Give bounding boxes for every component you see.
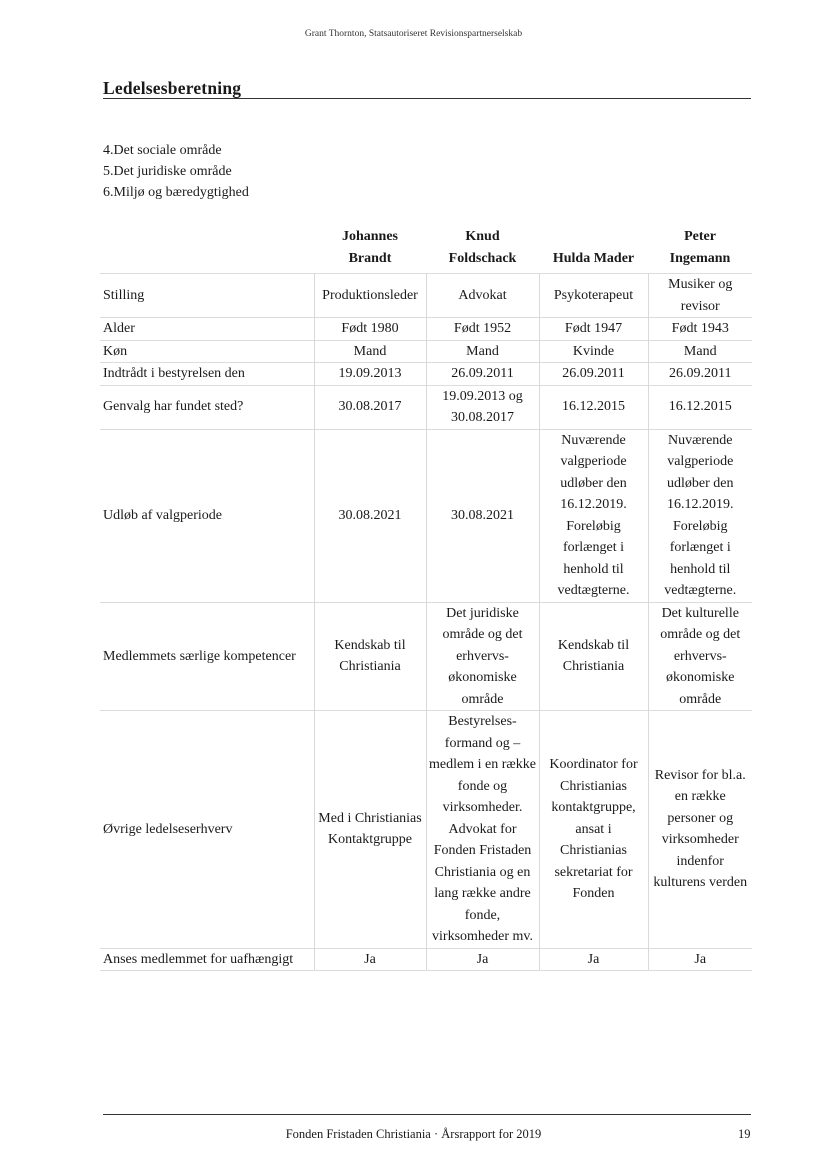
member-last-name: Brandt <box>348 250 392 266</box>
table-cell: Ja <box>426 948 539 971</box>
member-header <box>426 226 539 274</box>
table-cell: 19.09.2013 og 30.08.2017 <box>426 385 539 429</box>
table-cell: 16.12.2015 <box>539 385 648 429</box>
footer-text: Fonden Fristaden Christiania · Årsrapport for 2019 <box>285 1127 542 1141</box>
member-last-name: Ingemann <box>669 250 731 266</box>
row-label: Anses medlemmet for uafhængigt <box>100 948 314 971</box>
table-cell: Mand <box>648 340 752 363</box>
table-row <box>100 274 752 318</box>
table-cell: Kendskab til Christiania <box>314 602 426 711</box>
table-cell: Nuværende valgperiode udløber den 16.12.2019. Foreløbig forlænget i henhold til vedtægterne. <box>648 429 752 602</box>
table-cell: Koordinator for Christianias kontaktgruppe, ansat i Christianias sekretariat for Fonden <box>539 711 648 949</box>
table-cell: Født 1952 <box>426 318 539 341</box>
member-header <box>539 226 648 274</box>
member-header <box>648 226 752 274</box>
board-members-table <box>100 226 752 971</box>
table-row <box>100 363 752 386</box>
table-cell: 30.08.2021 <box>314 429 426 602</box>
table-cell: Psykoterapeut <box>539 274 648 318</box>
intro-list <box>103 140 249 203</box>
row-label: Stilling <box>100 274 314 318</box>
table-cell: Bestyrelses-formand og –medlem i en række fonde og virksomheder. Advokat for Fonden Fristaden Christiania og en lang række andre fonde, virksomheder mv. <box>426 711 539 949</box>
header-empty-cell <box>100 226 314 274</box>
table-cell: Mand <box>314 340 426 363</box>
table-cell: Ja <box>539 948 648 971</box>
table-cell: Det juridiske område og det erhvervs-økonomiske område <box>426 602 539 711</box>
row-label: Indtrådt i bestyrelsen den <box>100 363 314 386</box>
page-number: 19 <box>738 1127 751 1141</box>
table-cell: Med i Christianias Kontaktgruppe <box>314 711 426 949</box>
table-row <box>100 340 752 363</box>
table-cell: Advokat <box>426 274 539 318</box>
row-label: Genvalg har fundet sted? <box>100 385 314 429</box>
table-cell: Ja <box>648 948 752 971</box>
table-cell: Produktionsleder <box>314 274 426 318</box>
table-cell: 19.09.2013 <box>314 363 426 386</box>
row-label: Alder <box>100 318 314 341</box>
table-cell: Ja <box>314 948 426 971</box>
row-label: Medlemmets særlige kompetencer <box>100 602 314 711</box>
member-last-name: Foldschack <box>448 250 517 266</box>
table-cell: Mand <box>426 340 539 363</box>
table-cell: 30.08.2017 <box>314 385 426 429</box>
table-cell: Kendskab til Christiania <box>539 602 648 711</box>
member-first-name: Knud <box>465 229 500 244</box>
table-cell: 16.12.2015 <box>648 385 752 429</box>
table-row <box>100 385 752 429</box>
table-header-row <box>100 226 752 274</box>
footer-divider <box>103 1114 751 1115</box>
table-cell: Musiker og revisor <box>648 274 752 318</box>
member-header <box>314 226 426 274</box>
table-cell: Nuværende valgperiode udløber den 16.12.2019. Foreløbig forlænget i henhold til vedtægterne. <box>539 429 648 602</box>
member-first-name: Johannes <box>341 229 399 244</box>
section-title: Ledelsesberetning <box>103 78 242 98</box>
table-cell: Det kulturelle område og det erhvervs-økonomiske område <box>648 602 752 711</box>
page-header: Grant Thornton, Statsautoriseret Revisionspartnerselskab <box>304 29 523 39</box>
row-label: Køn <box>100 340 314 363</box>
table-cell: Revisor for bl.a. en række personer og virksomheder indenfor kulturens verden <box>648 711 752 949</box>
table-cell: Kvinde <box>539 340 648 363</box>
intro-item: 5.Det juridiske område <box>103 164 232 179</box>
table-row <box>100 429 752 602</box>
intro-item: 6.Miljø og bæredygtighed <box>103 185 249 200</box>
table-cell: 30.08.2021 <box>426 429 539 602</box>
table-row <box>100 711 752 949</box>
table-cell: Født 1943 <box>648 318 752 341</box>
table-row <box>100 318 752 341</box>
table-cell: Født 1980 <box>314 318 426 341</box>
intro-item: 4.Det sociale område <box>103 143 222 158</box>
table-row <box>100 948 752 971</box>
table-cell: 26.09.2011 <box>426 363 539 386</box>
title-divider <box>103 98 751 99</box>
member-first-name: Peter <box>684 229 716 244</box>
table-cell: Født 1947 <box>539 318 648 341</box>
table-cell: 26.09.2011 <box>648 363 752 386</box>
table-cell: 26.09.2011 <box>539 363 648 386</box>
row-label: Udløb af valgperiode <box>100 429 314 602</box>
row-label: Øvrige ledelseserhverv <box>100 711 314 949</box>
table-row <box>100 602 752 711</box>
member-last-name: Hulda Mader <box>552 250 635 266</box>
